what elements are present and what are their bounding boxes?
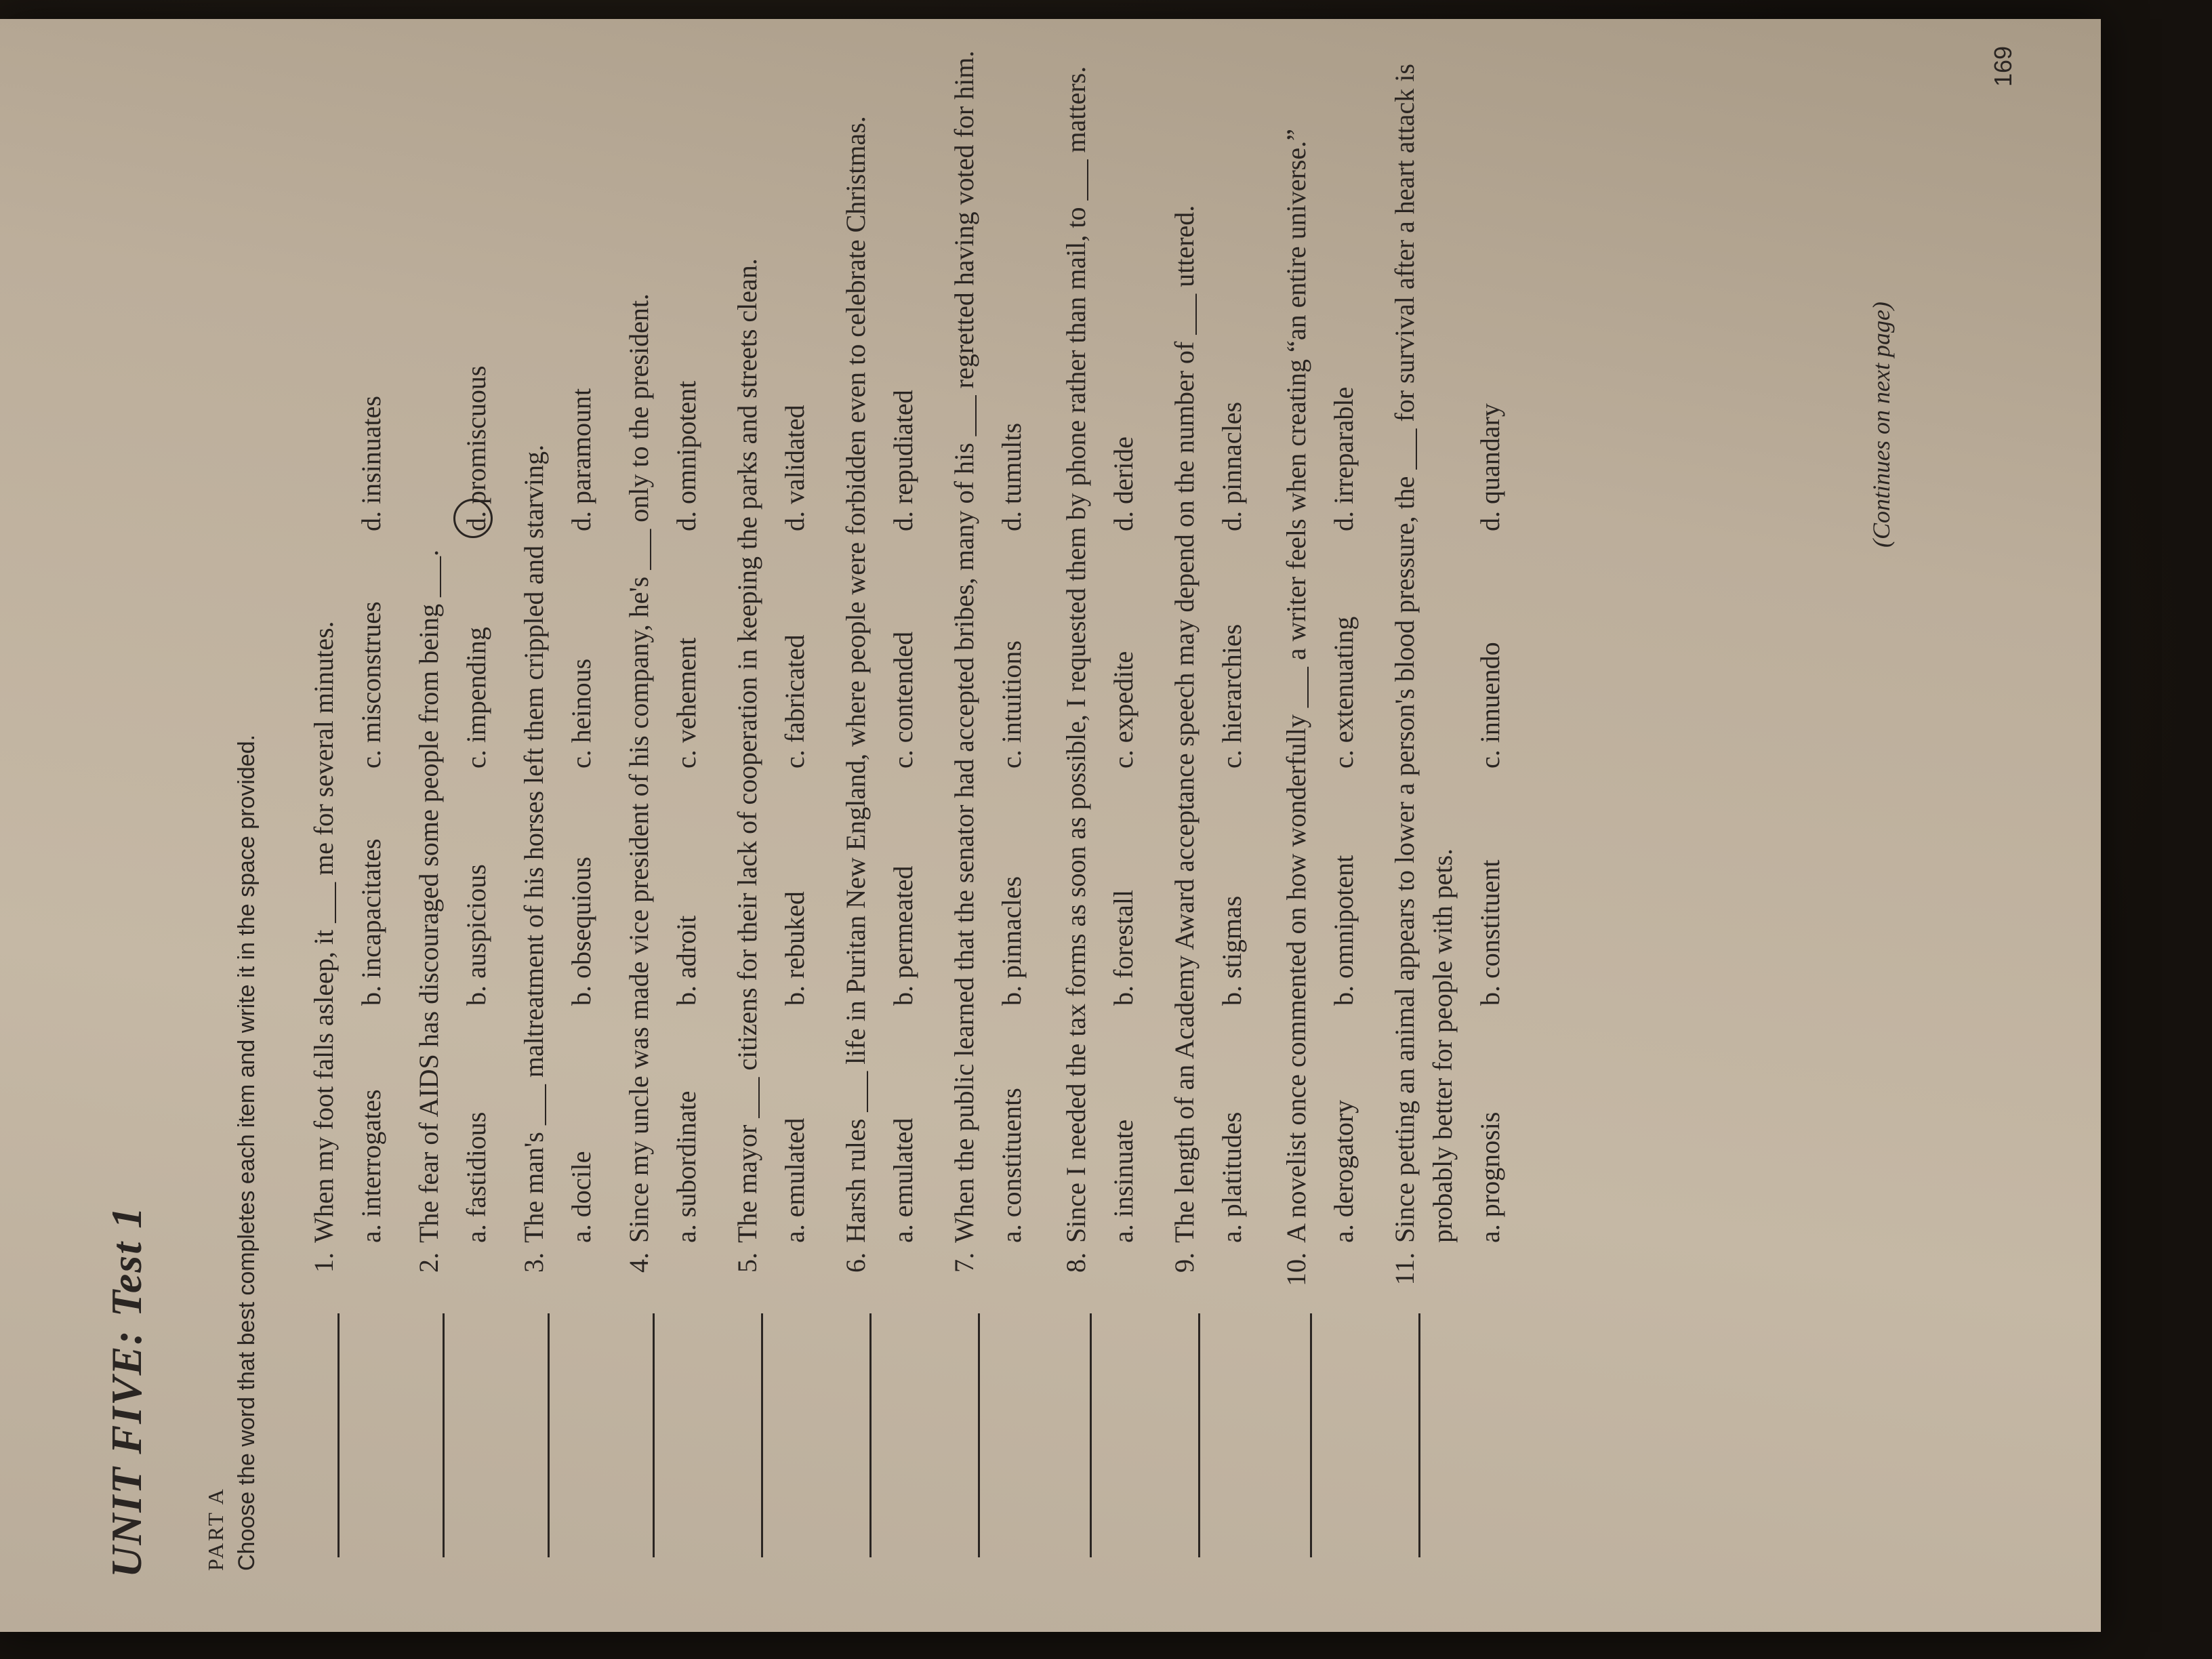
question-number: 11.	[1389, 1252, 1420, 1286]
answer-option: a. platitudes	[1216, 1111, 1247, 1243]
answer-choices	[1325, 12, 1363, 1243]
answer-option: a. prognosis	[1475, 1111, 1505, 1243]
answer-option: c. intuitions	[996, 640, 1027, 769]
answer-blank-line[interactable]	[761, 1313, 763, 1557]
answer-choices	[1471, 12, 1509, 1243]
question-number: 2.	[413, 1252, 444, 1273]
answer-blank-line[interactable]	[1310, 1313, 1312, 1557]
question-row	[1166, 12, 1204, 1300]
question-text: When the public learned that the senator had accepted bribes, many of his ___ regretted having voted for him.	[949, 50, 979, 1243]
question-row	[1277, 12, 1315, 1300]
question-text: The length of an Academy Award acceptance speech may depend on the number of ___ uttered.	[1169, 205, 1200, 1243]
answer-choices	[884, 12, 922, 1243]
question-number: 4.	[623, 1252, 654, 1273]
answer-option: c. vehement	[671, 637, 701, 769]
question-item	[1166, 12, 1251, 1300]
textbook-page	[0, 19, 2101, 1632]
answer-option: d. irreparable	[1328, 386, 1359, 531]
question-number: 9.	[1169, 1252, 1200, 1273]
answer-choices	[1213, 12, 1251, 1243]
answer-option: c. heinous	[566, 658, 596, 769]
answer-option: c. hierarchies	[1216, 623, 1247, 769]
answer-option: a. docile	[566, 1151, 596, 1243]
answer-blank-line[interactable]	[978, 1313, 980, 1557]
question-number: 3.	[518, 1252, 549, 1273]
question-text: A novelist once commented on how wonderfully ___ a writer feels when creating “an entire universe.”	[1281, 129, 1311, 1243]
question-text: Harsh rules ___ life in Puritan New England, where people were forbidden even to celebrate Christmas.	[840, 116, 871, 1243]
question-text: The mayor ___ citizens for their lack of cooperation in keeping the parks and streets clean.	[732, 258, 762, 1243]
answer-option: b. obsequious	[566, 857, 596, 1006]
answer-option: b. stigmas	[1216, 895, 1247, 1006]
answer-option: c. fabricated	[779, 634, 810, 769]
answer-option: c. contended	[888, 631, 918, 769]
answer-option: b. adroit	[671, 915, 701, 1006]
question-row	[1386, 12, 1462, 1300]
page-number: 169	[1989, 45, 2017, 87]
answer-blank-line[interactable]	[337, 1313, 340, 1557]
question-row	[305, 12, 343, 1300]
question-text: The fear of AIDS has discouraged some people from being ___.	[413, 549, 444, 1243]
question-item	[1386, 12, 1509, 1300]
answer-choices	[668, 12, 705, 1243]
question-item	[410, 12, 495, 1300]
answer-option: a. derogatory	[1328, 1099, 1359, 1243]
question-text: Since my uncle was made vice president of his company, he's ___ only to the president.	[623, 293, 654, 1243]
question-number: 5.	[732, 1252, 762, 1273]
answer-choices	[993, 12, 1031, 1243]
page-title: UNIT FIVE: Test 1	[102, 1205, 150, 1578]
part-label: PART A	[203, 1487, 228, 1571]
answer-option: a. emulated	[779, 1118, 810, 1243]
answer-blank-line[interactable]	[1090, 1313, 1092, 1557]
question-item	[1277, 12, 1363, 1300]
answer-option: a. constituents	[996, 1088, 1027, 1243]
answer-option: c. extenuating	[1328, 616, 1359, 769]
question-number: 1.	[308, 1252, 339, 1273]
question-text: Since I needed the tax forms as soon as possible, I requested them by phone rather than mail, to ___ matters.	[1061, 66, 1091, 1243]
answer-option: d. promiscuous	[461, 365, 491, 531]
answer-choices	[562, 12, 600, 1243]
continues-note: (Continues on next page)	[1868, 302, 1895, 548]
question-item	[729, 12, 814, 1300]
question-number: 8.	[1061, 1252, 1091, 1273]
answer-option: a. emulated	[888, 1118, 918, 1243]
question-text: When my foot falls asleep, it ___ me for several minutes.	[308, 621, 339, 1243]
answer-blank-line[interactable]	[443, 1313, 445, 1557]
answer-blank-line[interactable]	[1198, 1313, 1200, 1557]
question-row	[515, 12, 553, 1300]
answer-blank-line[interactable]	[548, 1313, 550, 1557]
answer-option: a. subordinate	[671, 1090, 701, 1243]
question-row	[620, 12, 658, 1300]
answer-option: b. constituent	[1475, 859, 1505, 1006]
answer-option: c. misconstrues	[356, 601, 386, 769]
question-number: 6.	[840, 1252, 871, 1273]
pencil-circle-mark	[453, 499, 493, 538]
answer-option: d. validated	[779, 405, 810, 531]
answer-choices	[457, 12, 495, 1243]
answer-option: b. incapacitates	[356, 838, 386, 1006]
answer-option: d. paramount	[566, 388, 596, 531]
question-row	[837, 12, 875, 1300]
answer-option: c. expedite	[1108, 651, 1139, 769]
answer-option: a. interrogates	[356, 1089, 386, 1243]
question-item	[837, 12, 922, 1300]
answer-option: d. insinuates	[356, 396, 386, 531]
answer-option: b. forestall	[1108, 889, 1139, 1006]
answer-choices	[1105, 12, 1143, 1243]
question-text: The man's ___ maltreatment of his horses left them crippled and starving.	[518, 444, 549, 1243]
question-row	[729, 12, 766, 1300]
answer-option: d. quandary	[1475, 403, 1505, 531]
question-row	[1057, 12, 1095, 1300]
question-item	[945, 12, 1031, 1300]
answer-option: c. innuendo	[1475, 642, 1505, 769]
question-item	[305, 12, 390, 1300]
instructions: Choose the word that best completes each item and write it in the space provided.	[234, 734, 260, 1571]
answer-option: d. omnipotent	[671, 380, 701, 531]
answer-blank-line[interactable]	[869, 1313, 872, 1557]
answer-blank-line[interactable]	[1418, 1313, 1420, 1557]
answer-option: d. repudiated	[888, 390, 918, 531]
answer-option: d. deride	[1108, 436, 1139, 531]
answer-option: a. insinuate	[1108, 1119, 1139, 1243]
question-item	[620, 12, 705, 1300]
answer-choices	[352, 12, 390, 1243]
answer-option: b. omnipotent	[1328, 855, 1359, 1006]
answer-option: b. permeated	[888, 865, 918, 1006]
answer-option: b. auspicious	[461, 864, 491, 1006]
answer-option: d. pinnacles	[1216, 401, 1247, 531]
answer-blank-line[interactable]	[653, 1313, 655, 1557]
question-row	[945, 12, 983, 1300]
question-number: 7.	[949, 1252, 979, 1273]
answer-option: b. rebuked	[779, 891, 810, 1006]
question-item	[515, 12, 600, 1300]
question-text: Since petting an animal appears to lower a person's blood pressure, the ___ for survival after a heart attack is probably better for people with pets.	[1389, 64, 1458, 1243]
question-row	[410, 12, 448, 1300]
answer-option: d. tumults	[996, 422, 1027, 531]
question-number: 10.	[1281, 1252, 1311, 1286]
question-item	[1057, 12, 1143, 1300]
answer-option: b. pinnacles	[996, 876, 1027, 1006]
answer-choices	[776, 12, 814, 1243]
answer-option: c. impending	[461, 627, 491, 769]
answer-option: a. fastidious	[461, 1111, 491, 1243]
